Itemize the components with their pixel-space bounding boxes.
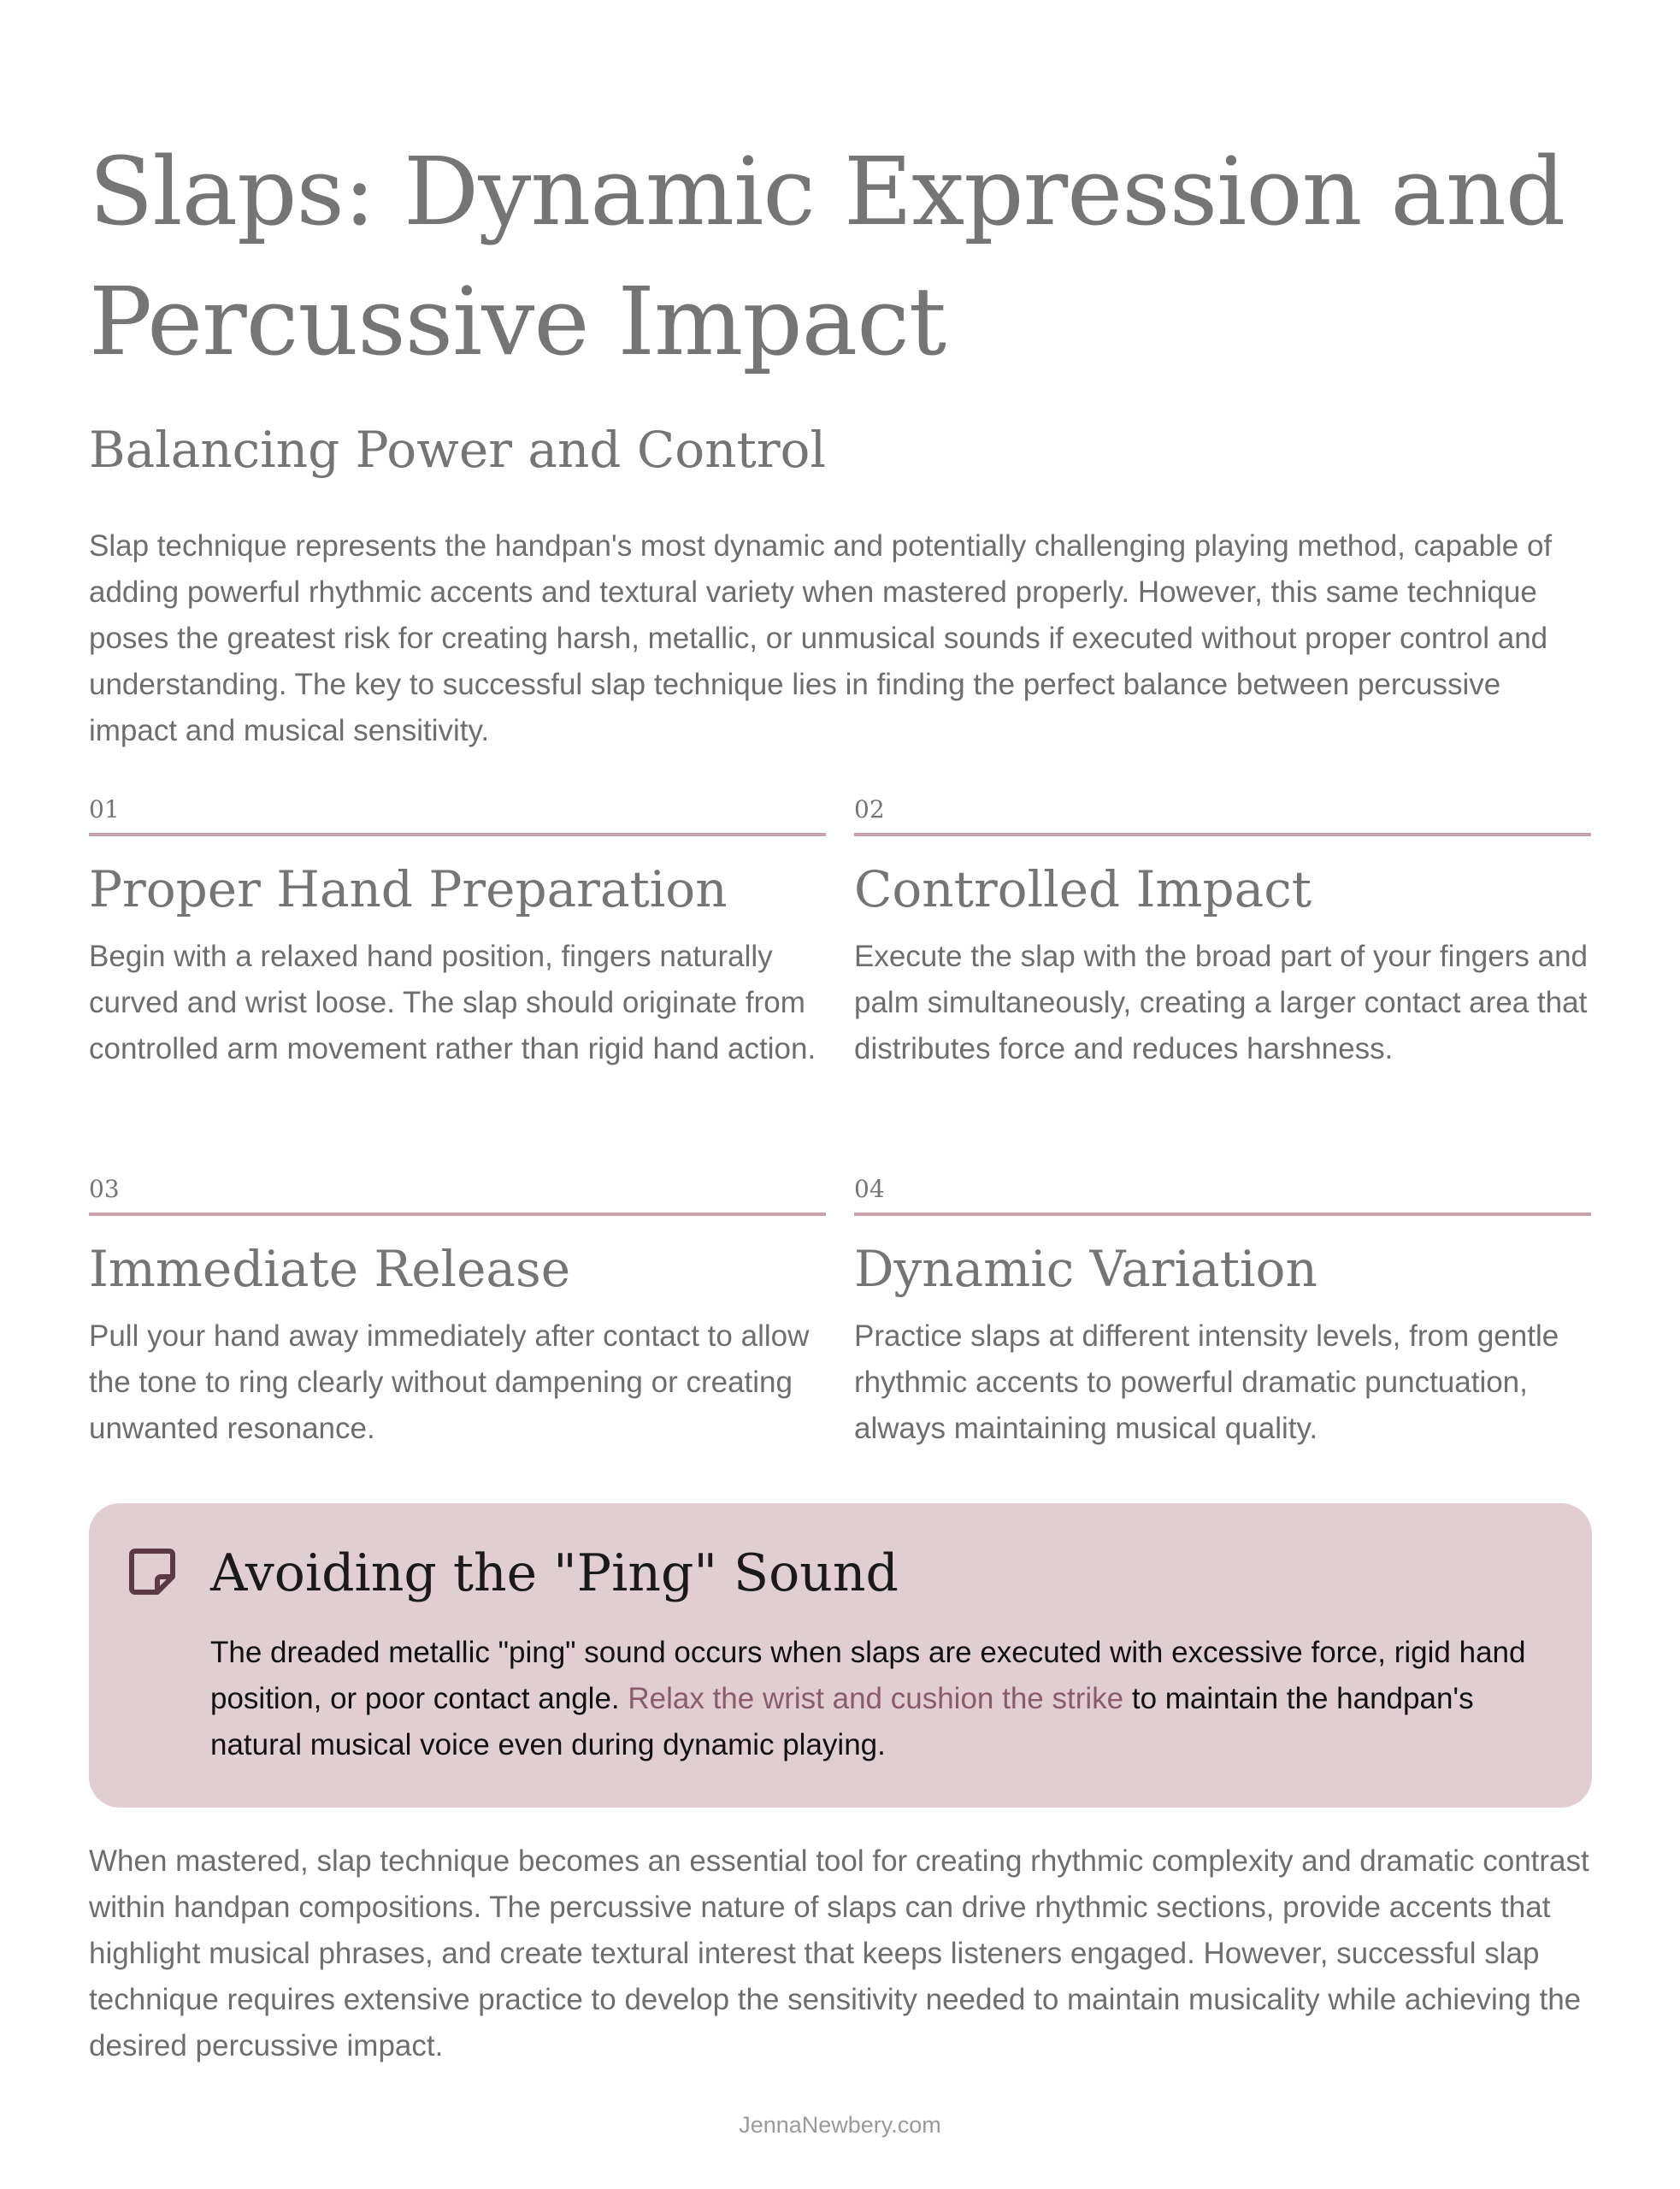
closing-paragraph: When mastered, slap technique becomes an essential tool for creating rhythmic complexity and dramatic contrast within handpan compositions. The percussive nature of slaps can drive rhythmic sections, provide accents that highlight musical phrases, and create textural interest that keeps listeners engaged. However, successful slap technique requires extensive practice to develop the sensitivity needed to maintain musicality while achieving the desired percussive impact. bbox=[89, 1844, 1589, 2062]
step-body: Pull your hand away immediately after contact to allow the tone to ring clearly without dampening or creating unwanted resonance. bbox=[89, 1319, 810, 1445]
step-divider bbox=[89, 833, 826, 836]
step-card-02 bbox=[854, 790, 1591, 1072]
callout-text: The dreaded metallic "ping" sound occurs when slaps are executed with excessive force, rigid hand position, or poor contact angle. bbox=[210, 1636, 1526, 1715]
callout-title: Avoiding the "Ping" Sound bbox=[210, 1543, 899, 1603]
step-card-03 bbox=[89, 1170, 826, 1452]
step-heading: Controlled Impact bbox=[854, 860, 1312, 918]
callout-text-end: to maintain the handpan's natural musical voice even during dynamic playing. bbox=[210, 1682, 1474, 1761]
callout-highlight: Relax the wrist and cushion the strike bbox=[628, 1682, 1124, 1715]
page-title: Slaps: Dynamic Expression and Percussive Impact bbox=[89, 137, 1565, 376]
step-body: Begin with a relaxed hand position, fingers naturally curved and wrist loose. The slap should originate from controlled arm movement rather than rigid hand action. bbox=[89, 940, 816, 1065]
note-icon bbox=[127, 1546, 178, 1597]
step-divider bbox=[854, 1213, 1591, 1216]
intro-paragraph: Slap technique represents the handpan's most dynamic and potentially challenging playing method, capable of adding powerful rhythmic accents and textural variety when mastered properly. However, this same technique poses the greatest risk for creating harsh, metallic, or unmusical sounds if executed without proper control and understanding. The key to successful slap technique lies in finding the perfect balance between percussive impact and musical sensitivity. bbox=[89, 529, 1553, 747]
step-heading: Immediate Release bbox=[89, 1240, 571, 1298]
step-number: 03 bbox=[89, 1175, 120, 1203]
step-divider bbox=[89, 1213, 826, 1216]
step-body: Practice slaps at different intensity levels, from gentle rhythmic accents to powerful dramatic punctuation, always maintaining musical quality. bbox=[854, 1319, 1559, 1445]
step-number: 04 bbox=[854, 1175, 885, 1203]
step-heading: Proper Hand Preparation bbox=[89, 860, 728, 918]
callout-box bbox=[89, 1503, 1592, 1808]
step-card-04 bbox=[854, 1170, 1591, 1452]
step-card-01 bbox=[89, 790, 826, 1072]
step-divider bbox=[854, 833, 1591, 836]
callout-body bbox=[210, 1630, 1561, 1768]
footer-site-name: JennaNewbery.com bbox=[739, 2112, 941, 2138]
step-number: 02 bbox=[854, 795, 885, 823]
step-body: Execute the slap with the broad part of your fingers and palm simultaneously, creating a larger contact area that distributes force and reduces harshness. bbox=[854, 940, 1589, 1065]
step-number: 01 bbox=[89, 795, 120, 823]
step-heading: Dynamic Variation bbox=[854, 1240, 1317, 1298]
page-subtitle: Balancing Power and Control bbox=[89, 421, 827, 479]
